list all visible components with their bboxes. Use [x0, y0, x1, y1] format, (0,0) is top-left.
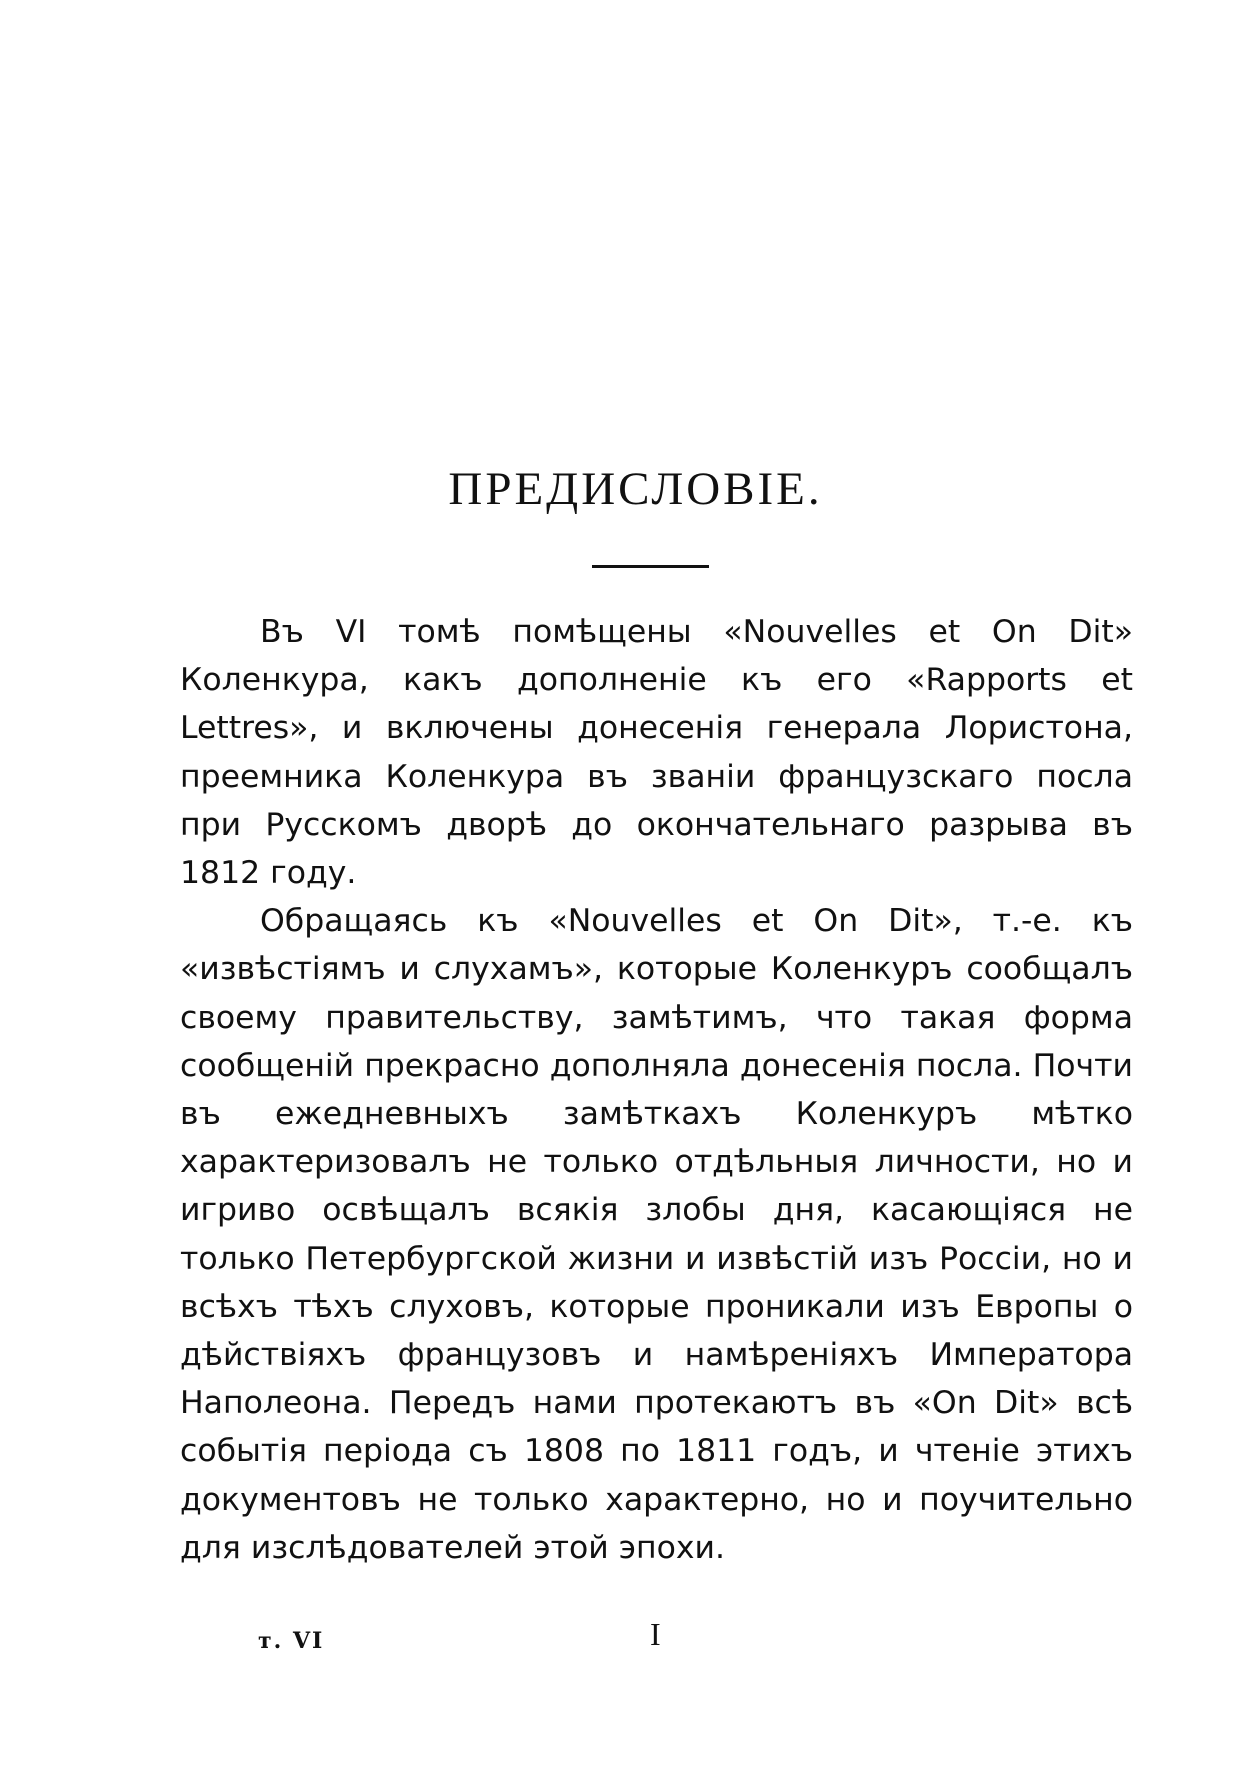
body-text: [180, 608, 1133, 1572]
paragraph-1: Въ VI томѣ помѣщены «Nouvelles et On Dit» Коленкура, какъ дополненіе къ его «Rapports et Lettres», и включены донесенія генерала Лористона, преемника Коленкура въ званіи французскаго посла при Русскомъ дворѣ до окончательнаго разрыва въ 1812 году.: [180, 614, 1133, 892]
page-title: ПРЕДИСЛОВІЕ.: [448, 463, 823, 515]
paragraph-2: Обращаясь къ «Nouvelles et On Dit», т.-е. къ «извѣстіямъ и слухамъ», которые Коленкуръ сообщалъ своему правительству, замѣтимъ, что такая форма сообщеній прекрасно дополняла донесенія посла. Почти въ ежедневныхъ замѣткахъ Коленкуръ мѣтко характеризовалъ не только отдѣльныя личности, но и игриво освѣщалъ всякія злобы дня, касающіяся не только Петербургской жизни и извѣстій изъ Россіи, но и всѣхъ тѣхъ слуховъ, которые проникали изъ Европы о дѣйствіяхъ французовъ и намѣреніяхъ Императора Наполеона. Передъ нами протекаютъ въ «On Dit» всѣ событія періода съ 1808 по 1811 годъ, и чтеніе этихъ документовъ не только характерно, но и поучительно для изслѣдователей этой эпохи.: [180, 903, 1133, 1566]
page-number: I: [650, 1616, 661, 1652]
signature-mark: т. VI: [258, 1628, 325, 1654]
title-divider: [592, 565, 709, 568]
